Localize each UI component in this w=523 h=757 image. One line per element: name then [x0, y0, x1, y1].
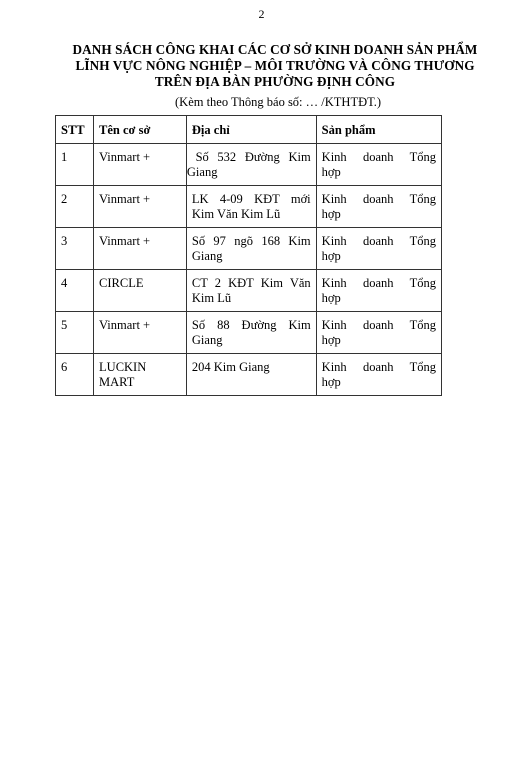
cell-address [186, 312, 316, 354]
table-header-row [56, 116, 442, 144]
address-line-2: Giang [191, 249, 223, 263]
cell-stt: 6 [56, 354, 94, 396]
product-line-2: hợp [321, 333, 341, 347]
table-row [56, 354, 442, 396]
product-line-1: Kinh doanh Tổng [321, 360, 436, 374]
cell-product [316, 354, 441, 396]
product-line-2: hợp [321, 375, 341, 389]
address-line-2: Giang [186, 165, 218, 179]
cell-product [316, 144, 441, 186]
cell-address [186, 144, 316, 186]
header-product: Sản phẩm [316, 116, 441, 144]
header-name: Tên cơ sở [94, 116, 187, 144]
address-line-1: 204 Kim Giang [191, 360, 270, 374]
product-line-1: Kinh doanh Tổng [321, 234, 436, 248]
name-line-1: LUCKIN [99, 360, 147, 374]
cell-product [316, 312, 441, 354]
address-line-1: Số 97 ngõ 168 Kim [191, 234, 311, 248]
address-line-1: LK 4-09 KĐT mới [191, 192, 311, 206]
title-line-1: DANH SÁCH CÔNG KHAI CÁC CƠ SỞ KINH DOANH SẢN PHẨM [72, 42, 478, 57]
table-row [56, 228, 442, 270]
title-line-2: LĨNH VỰC NÔNG NGHIỆP – MÔI TRƯỜNG VÀ CÔNG THƯƠNG [75, 58, 475, 73]
cell-stt: 3 [56, 228, 94, 270]
product-line-1: Kinh doanh Tổng [321, 276, 436, 290]
cell-product [316, 186, 441, 228]
cell-address [186, 186, 316, 228]
product-line-2: hợp [321, 207, 341, 221]
address-line-1: Số 88 Đường Kim [191, 318, 311, 332]
product-line-1: Kinh doanh Tổng [321, 150, 436, 164]
cell-name: Vinmart + [94, 312, 187, 354]
name-line-2: MART [99, 375, 135, 389]
cell-name: Vinmart + [94, 228, 187, 270]
product-line-1: Kinh doanh Tổng [321, 318, 436, 332]
address-line-1: CT 2 KĐT Kim Văn [191, 276, 311, 290]
table-row [56, 144, 442, 186]
cell-name: CIRCLE [94, 270, 187, 312]
cell-stt: 4 [56, 270, 94, 312]
product-line-2: hợp [321, 291, 341, 305]
page-number: 2 [258, 7, 265, 21]
title-line-3: TRÊN ĐỊA BÀN PHƯỜNG ĐỊNH CÔNG [154, 74, 396, 89]
cell-name: Vinmart + [94, 186, 187, 228]
product-line-2: hợp [321, 249, 341, 263]
cell-stt: 2 [56, 186, 94, 228]
cell-stt: 5 [56, 312, 94, 354]
cell-address [186, 228, 316, 270]
product-line-2: hợp [321, 165, 341, 179]
table-row [56, 186, 442, 228]
table-row [56, 270, 442, 312]
cell-product [316, 270, 441, 312]
address-line-2: Giang [191, 333, 223, 347]
cell-stt: 1 [56, 144, 94, 186]
address-line-2: Kim Lũ [191, 291, 232, 305]
cell-name: Vinmart + [94, 144, 187, 186]
header-address: Địa chỉ [186, 116, 316, 144]
product-line-1: Kinh doanh Tổng [321, 192, 436, 206]
header-stt: STT [56, 116, 94, 144]
cell-address [186, 270, 316, 312]
cell-name [94, 354, 187, 396]
document-subtitle: (Kèm theo Thông báo số: … /KTHTĐT.) [175, 95, 382, 109]
business-list-table [55, 115, 442, 396]
table-row [56, 312, 442, 354]
cell-product [316, 228, 441, 270]
document-title [40, 42, 510, 90]
address-line-2: Kim Văn Kim Lũ [191, 207, 281, 221]
address-line-1: Số 532 Đường Kim [186, 150, 311, 164]
cell-address [186, 354, 316, 396]
